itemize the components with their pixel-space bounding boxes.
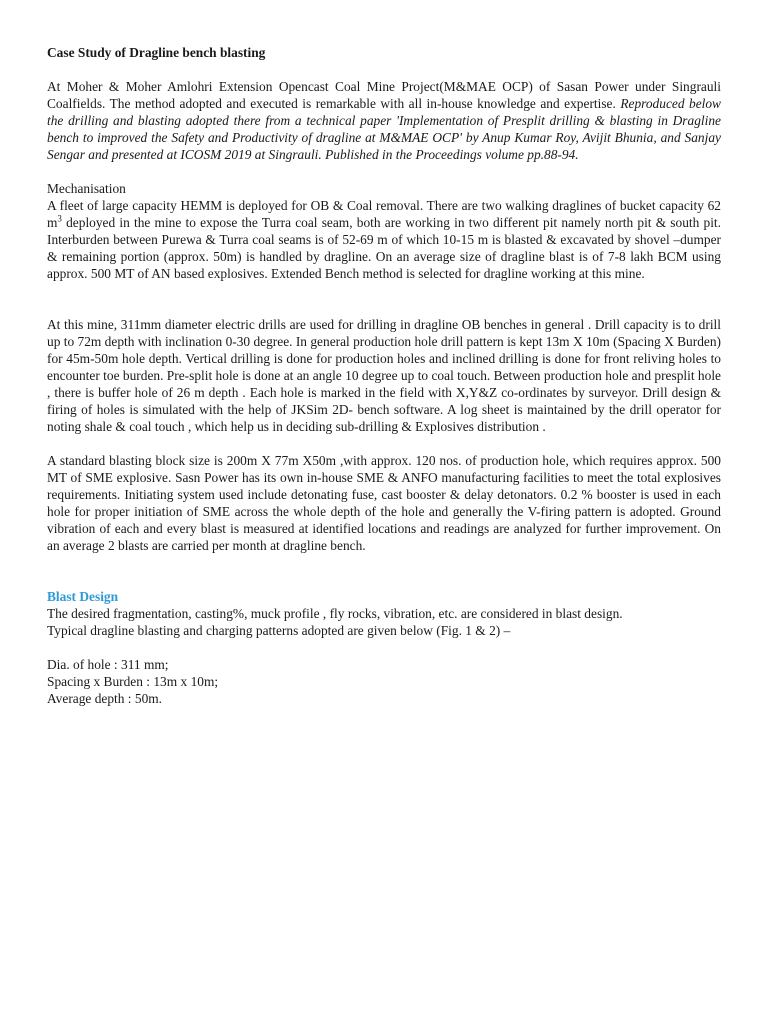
superscript: 3 bbox=[57, 213, 62, 224]
param-hole-diameter: Dia. of hole : 311 mm; bbox=[47, 657, 169, 672]
mechanisation-heading: Mechanisation bbox=[47, 181, 126, 196]
mechanisation-text-a: A fleet of large capacity HEMM is deployed for OB & Coal removal. There are two walking draglines of bucket capacity 62 m bbox=[47, 198, 721, 230]
mechanisation-paragraph bbox=[47, 197, 721, 282]
mechanisation-text-b: deployed in the mine to expose the Turra coal seam, both are working in two different pit namely north pit & south pit. Interburden between Purewa & Turra coal seams is of 52-69 m of which 10-15 m is blasted & excavated by shovel –dumper & remaining portion (approx. 50m) is handled by dragline. On an average size of dragline blast is of 7-8 lakh BCM using approx. 500 MT of AN based explosives. Extended Bench method is selected for dragline working at this mine. bbox=[47, 215, 721, 281]
drilling-paragraph: At this mine, 311mm diameter electric drills are used for drilling in dragline OB benches in general . Drill capacity is to drill up to 72m depth with inclination 0-30 degree. In general production hole drill pattern is kept 13m X 10m (Spacing X Burden) for 45m-50m hole depth. Vertical drilling is done for production holes and inclined drilling is done for front reliving holes to encounter toe burden. Pre-split hole is done at an angle 10 degree up to coal touch. Between production hole and presplit hole , there is buffer hole of 26 m depth . Each hole is marked in the field with X,Y&Z co-ordinates by surveyor. Drill design & firing of holes is simulated with the help of JKSim 2D- bench software. A log sheet is maintained by the drill operator for noting shale & coal touch , which help us in deciding sub-drilling & Explosives distribution . bbox=[47, 317, 721, 434]
blast-design-line-2: Typical dragline blasting and charging patterns adopted are given below (Fig. 1 & 2) – bbox=[47, 623, 511, 638]
intro-citation: Reproduced below the drilling and blasting adopted there from a technical paper 'Implementation of Presplit drilling & blasting in Dragline bench to improved the Safety and Productivity of dragline at M&MAE OCP' by Anup Kumar Roy, Avijit Bhunia, and Sanjay Sengar and presented at ICOSM 2019 at Singrauli. Published in the Proceedings volume pp.88-94. bbox=[47, 96, 721, 162]
blasting-block-paragraph: A standard blasting block size is 200m X 77m X50m ,with approx. 120 nos. of production hole, which requires approx. 500 MT of SME explosive. Sasn Power has its own in-house SME & ANFO manufacturing facilities to meet the total explosives requirements. Initiating system used include detonating fuse, cast booster & delay detonators. 0.2 % booster is used in each hole for proper initiation of SME across the whole depth of the hole and generally the V-firing pattern is adopted. Ground vibration of each and every blast is measured at identified locations and readings are analyzed for further improvement. On an average 2 blasts are carried per month at dragline bench. bbox=[47, 453, 721, 553]
intro-text: At Moher & Moher Amlohri Extension Opencast Coal Mine Project(M&MAE OCP) of Sasan Power under Singrauli Coalfields. The method adopted and executed is remarkable with all in-house knowledge and expertise. bbox=[47, 79, 721, 111]
param-average-depth: Average depth : 50m. bbox=[47, 691, 163, 706]
blast-design-line-1: The desired fragmentation, casting%, muck profile , fly rocks, vibration, etc. are considered in blast design. bbox=[47, 606, 623, 621]
document-title: Case Study of Dragline bench blasting bbox=[47, 45, 266, 60]
param-spacing-burden: Spacing x Burden : 13m x 10m; bbox=[47, 674, 219, 689]
document-page bbox=[47, 44, 721, 707]
intro-paragraph bbox=[47, 78, 721, 163]
blast-design-heading: Blast Design bbox=[47, 589, 119, 604]
